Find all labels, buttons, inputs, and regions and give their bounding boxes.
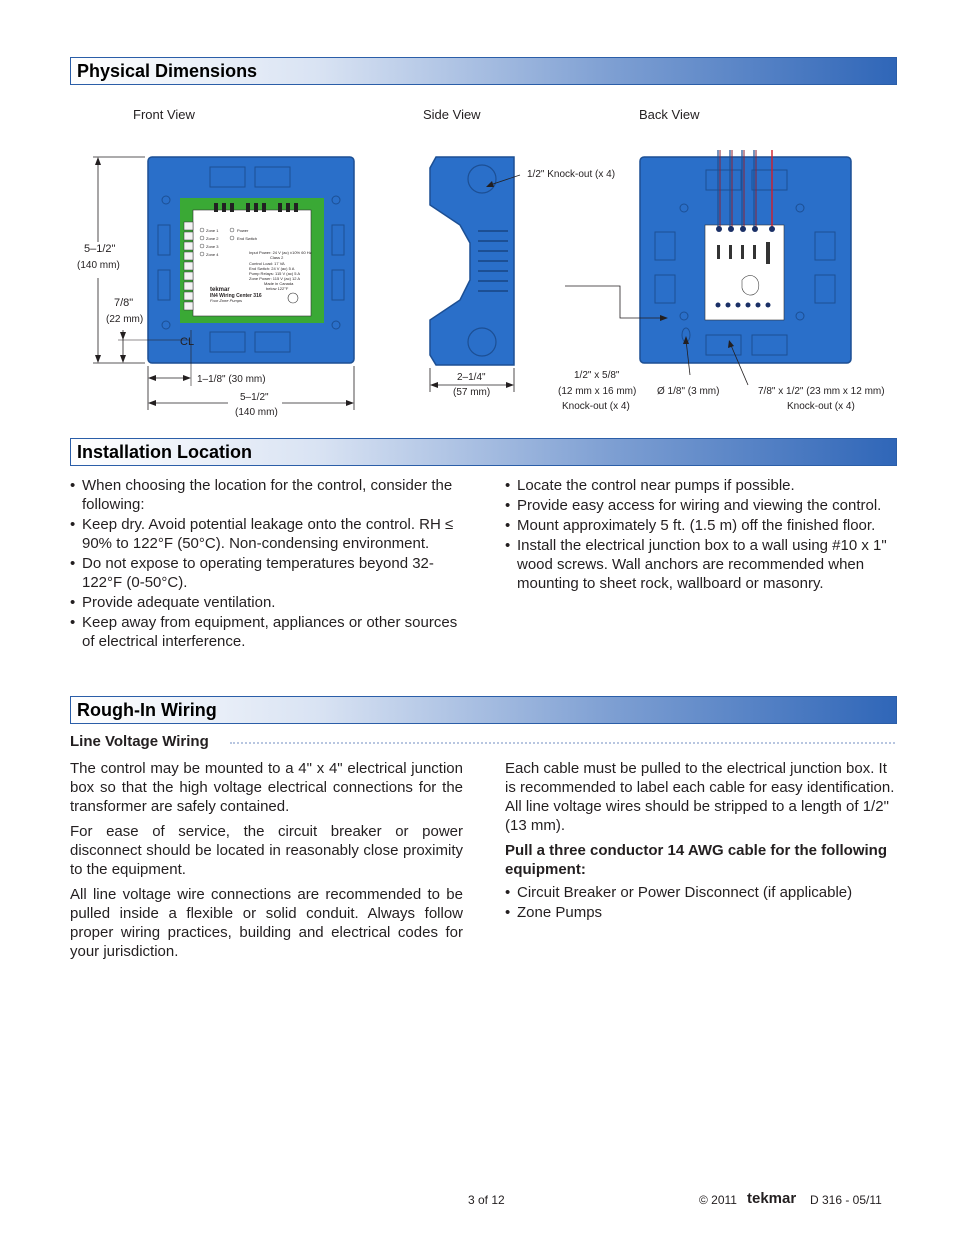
slot-1-count: Knock-out (x 4) [562, 401, 630, 412]
device-zone-2: Zone 2 [206, 236, 219, 241]
front-view-label: Front View [133, 107, 195, 122]
slot-1-mm: (12 mm x 16 mm) [558, 386, 637, 397]
device-zone-3: Zone 3 [206, 244, 219, 249]
knockout-half-label: 1/2" Knock-out (x 4) [527, 169, 616, 180]
list-item: • Zone Pumps [505, 903, 898, 922]
back-view [558, 150, 885, 412]
footer-brand-logo: tekmar [747, 1190, 797, 1207]
section-title: Rough-In Wiring [77, 700, 217, 720]
section-title: Installation Location [77, 442, 253, 462]
list-item: • Circuit Breaker or Power Disconnect (if applicable) [505, 883, 898, 902]
document-id: D 316 - 05/11 [810, 1193, 882, 1207]
width-dimension: 5–1/2" [240, 392, 269, 403]
side-view [430, 157, 615, 398]
device-spec-2: Class 2 [270, 255, 284, 260]
physical-dimensions-drawing [0, 90, 954, 430]
paragraph: Each cable must be pulled to the electrical junction box. It is recommended to label each cable for easy identification. All line voltage wires should be stripped to a length of 1/2" (13 mm). [505, 760, 895, 834]
list-item: • When choosing the location for the control, consider the following: [70, 476, 465, 514]
subheading-rule [230, 742, 895, 744]
width-dimension-mm: (140 mm) [235, 407, 278, 418]
paragraph: All line voltage wire connections are recommended to be pulled inside a flexible or solid conduit. Always follow proper wiring practices, building and electrical codes for your jurisdiction. [70, 886, 463, 960]
installation-right-list [505, 476, 900, 594]
cl-offset-dimension: 7/8" [114, 297, 134, 309]
list-item: • Provide adequate ventilation. [70, 593, 465, 612]
depth-dimension-mm: (57 mm) [453, 387, 491, 398]
device-spec-3: Control Load: 17 VA [249, 261, 285, 266]
height-dimension-mm: (140 mm) [77, 260, 120, 271]
section-header-rough-in-wiring [70, 696, 897, 724]
section-header-installation-location [70, 438, 897, 466]
paragraph: The control may be mounted to a 4" x 4" electrical junction box so that the high voltage electrical connections for the transformer are safely contained. [70, 760, 463, 815]
list-item: • Keep dry. Avoid potential leakage onto the control. RH ≤ 90% to 122°F (50°C). Non-condensing environment. [70, 515, 465, 553]
device-spec-4: End Switch: 24 V (ac) 5 A [249, 266, 295, 271]
device-spec-6: Zone Power: 115 V (ac) 12 A [249, 276, 301, 281]
equipment-list [505, 883, 898, 922]
list-item: • Mount approximately 5 ft. (1.5 m) off the finished floor. [505, 516, 900, 535]
rough-in-left-column [70, 759, 463, 967]
list-item: • Do not expose to operating temperatures beyond 32-122°F (0-50°C). [70, 554, 465, 592]
hole-diameter-label: Ø 1/8" (3 mm) [657, 386, 720, 397]
installation-left-list [70, 476, 465, 652]
slot-1-label: 1/2" x 5/8" [574, 370, 620, 381]
section-header-physical-dimensions [70, 57, 897, 85]
slot-2-count: Knock-out (x 4) [787, 401, 855, 412]
device-led-end-switch: End Switch [237, 236, 258, 241]
cl-horizontal-dimension: 1–1/8" (30 mm) [197, 374, 266, 385]
depth-dimension: 2–1/4" [457, 372, 486, 383]
device-spec-1: Input Power: 24 V (ac) ±10% 60 Hz [249, 250, 312, 255]
device-led-power: Power [237, 228, 249, 233]
back-view-label: Back View [639, 107, 700, 122]
height-dimension: 5–1/2" [84, 243, 116, 255]
device-zone-4: Zone 4 [206, 252, 219, 257]
section-title: Physical Dimensions [77, 61, 258, 81]
front-view [77, 157, 354, 418]
device-subtitle: Four Zone Pumps [210, 298, 243, 303]
page-number: 3 of 12 [468, 1193, 505, 1207]
list-item: • Locate the control near pumps if possible. [505, 476, 900, 495]
cl-marker: CL [180, 336, 195, 348]
device-spec-5: Pump Relays: 115 V (ac) 5 A [249, 271, 301, 276]
device-zone-1: Zone 1 [206, 228, 219, 233]
bold-instruction: Pull a three conductor 14 AWG cable for the following equipment: [505, 842, 887, 878]
list-item: • Keep away from equipment, appliances or other sources of electrical interference. [70, 613, 465, 651]
device-spec-7: Made in Canada [264, 281, 294, 286]
rough-in-right-column [505, 759, 898, 923]
slot-2-label: 7/8" x 1/2" (23 mm x 12 mm) [758, 386, 885, 397]
copyright: © 2011 [699, 1193, 737, 1207]
paragraph: For ease of service, the circuit breaker or power disconnect should be located in reasonably close proximity to the equipment. [70, 823, 463, 878]
subheading-line-voltage-wiring: Line Voltage Wiring [70, 733, 213, 750]
list-item: • Install the electrical junction box to a wall using #10 x 1" wood screws. Wall anchors are recommended when mounting to sheet rock, wallboard or masonry. [505, 536, 900, 593]
cl-offset-dimension-mm: (22 mm) [106, 314, 144, 325]
device-spec-8: below 122°F [266, 286, 289, 291]
side-view-label: Side View [423, 107, 481, 122]
list-item: • Provide easy access for wiring and viewing the control. [505, 496, 900, 515]
device-brand: tekmar [210, 287, 230, 293]
device-model: IN4 Wiring Center 316 [210, 293, 262, 299]
